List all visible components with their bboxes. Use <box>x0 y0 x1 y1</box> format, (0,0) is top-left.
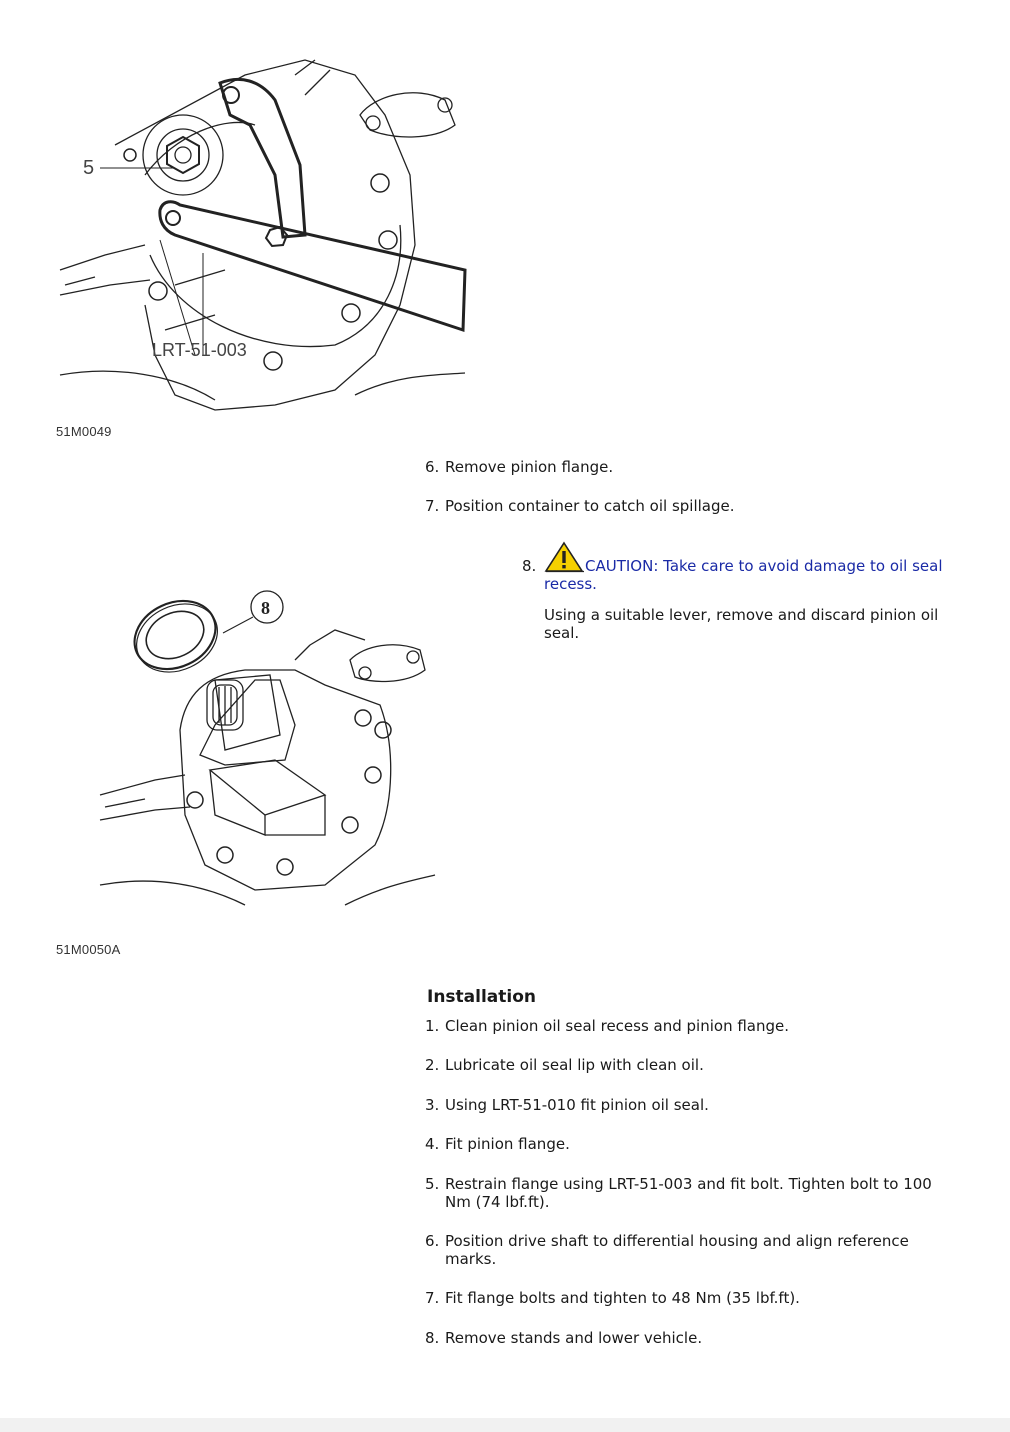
step-number: 4. <box>425 1135 440 1153</box>
installation-step <box>425 1232 965 1268</box>
caution-line-2: recess. <box>544 575 597 593</box>
installation-heading: Installation <box>427 987 537 1007</box>
step-number: 1. <box>425 1017 440 1035</box>
step-text: Remove pinion flange. <box>445 458 614 476</box>
step-text-line-1: Restrain flange using LRT-51-003 and fit bolt. Tighten bolt to 100 <box>445 1175 932 1193</box>
step-number: 8. <box>425 1329 440 1347</box>
figure-2 <box>95 585 440 910</box>
caution-line-1: CAUTION: Take care to avoid damage to oil seal <box>585 557 943 575</box>
warning-triangle-icon <box>544 541 584 573</box>
figure-2-caption: 51M0050A <box>56 942 121 957</box>
figure-1-illustration <box>55 55 470 420</box>
step-text-line-2: Nm (74 lbf.ft). <box>445 1193 550 1211</box>
installation-step <box>425 1017 965 1035</box>
step-text-line-2: marks. <box>445 1250 497 1268</box>
removal-step <box>425 497 965 515</box>
callout-lrt-51-003: LRT-51-003 <box>152 340 247 360</box>
callout-8: 8 <box>261 598 270 618</box>
figure-1-caption: 51M0049 <box>56 424 112 439</box>
step-text: Remove stands and lower vehicle. <box>445 1329 703 1347</box>
step-text: Using LRT-51-010 fit pinion oil seal. <box>445 1096 709 1114</box>
callout-5: 5 <box>83 157 95 179</box>
step-text: Clean pinion oil seal recess and pinion flange. <box>445 1017 790 1035</box>
figure-1 <box>55 55 470 420</box>
installation-step <box>425 1096 965 1114</box>
step-text-line-1: Position drive shaft to differential housing and align reference <box>445 1232 909 1250</box>
step-text: Fit pinion flange. <box>445 1135 570 1153</box>
installation-step <box>425 1329 965 1347</box>
step-number: 2. <box>425 1056 440 1074</box>
step-number: 7. <box>425 1289 440 1307</box>
installation-step <box>425 1289 965 1307</box>
installation-step <box>425 1056 965 1074</box>
page-bottom-bar <box>0 1418 1010 1432</box>
caution-step <box>522 541 972 641</box>
removal-step <box>425 458 965 476</box>
step-body-line-1: Using a suitable lever, remove and discard pinion oil <box>544 606 939 624</box>
step-body-line-2: seal. <box>544 624 580 642</box>
step-number: 6. <box>425 458 440 476</box>
step-text: Position container to catch oil spillage. <box>445 497 735 515</box>
step-text: Lubricate oil seal lip with clean oil. <box>445 1056 704 1074</box>
step-number: 8. <box>522 557 537 575</box>
figure-2-illustration <box>95 585 440 910</box>
step-text: Fit flange bolts and tighten to 48 Nm (35 lbf.ft). <box>445 1289 800 1307</box>
installation-step <box>425 1175 965 1211</box>
step-number: 3. <box>425 1096 440 1114</box>
step-number: 7. <box>425 497 440 515</box>
step-number: 6. <box>425 1232 440 1250</box>
installation-step <box>425 1135 965 1153</box>
step-number: 5. <box>425 1175 440 1193</box>
